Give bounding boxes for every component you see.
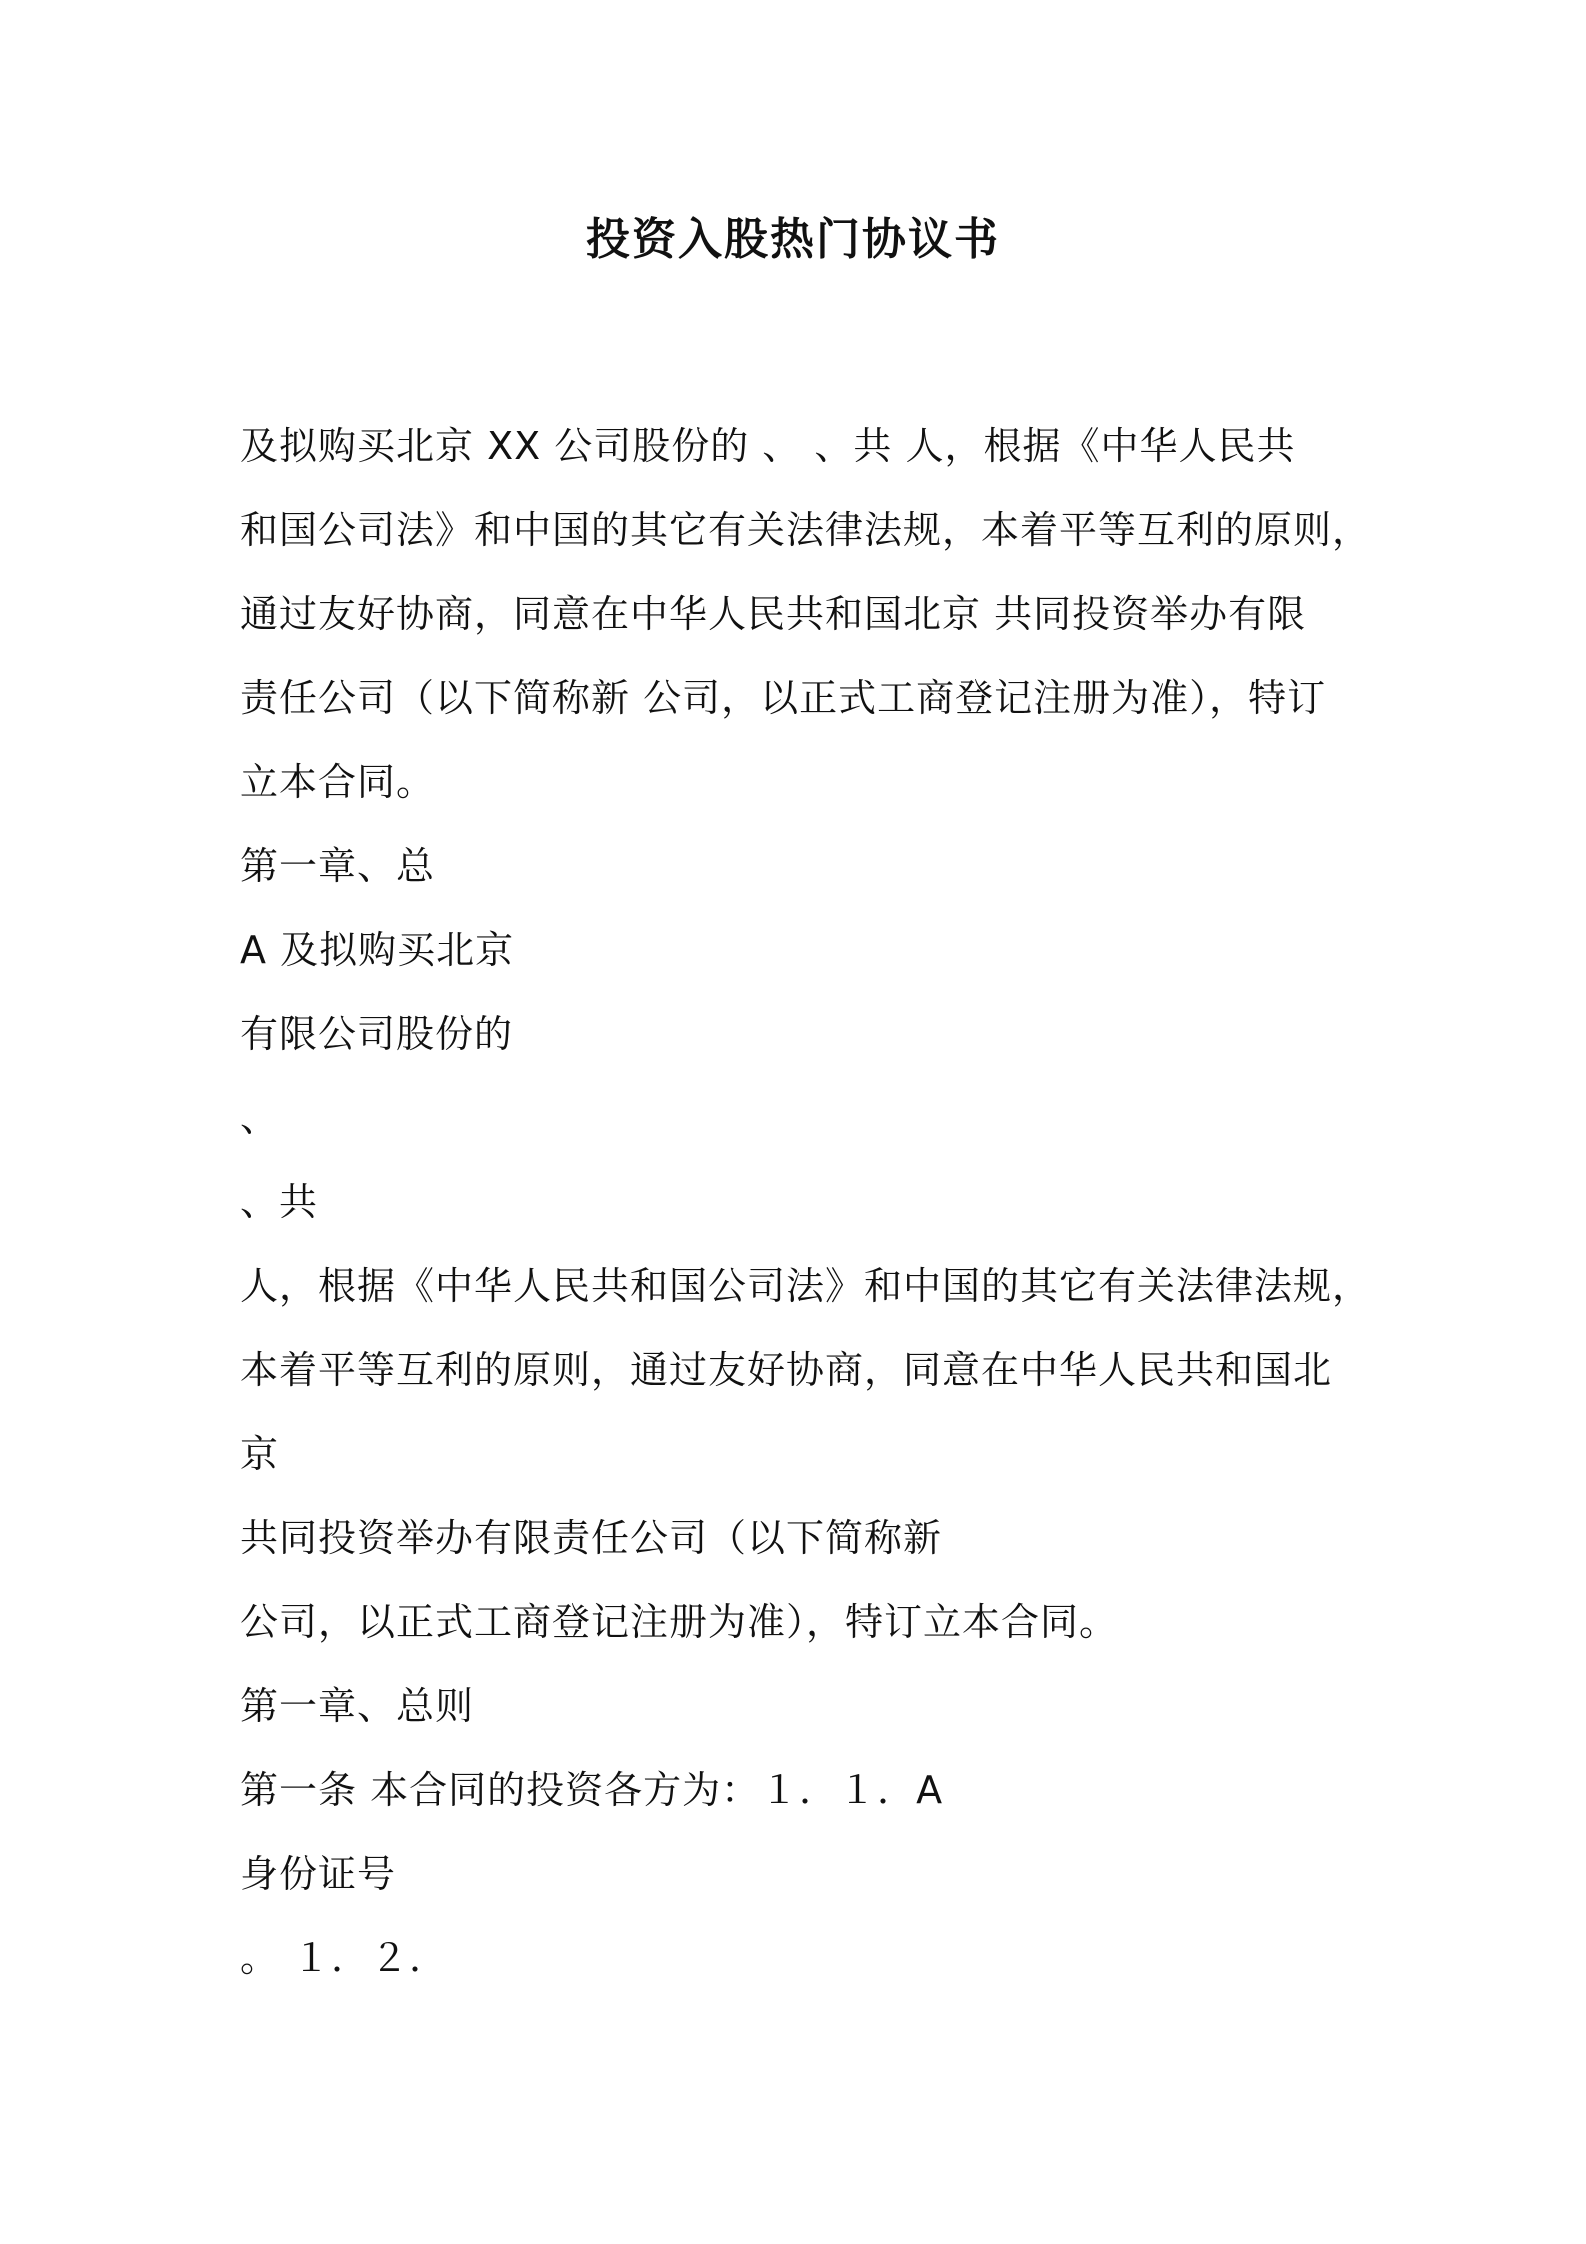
text-line: 、 — [240, 1096, 280, 1140]
document-body — [240, 404, 1372, 2000]
text-line: A 及拟购买北京 — [240, 928, 515, 972]
text-line: 通过友好协商，同意在中华人民共和国北京 共同投资举办有限 — [240, 592, 1307, 636]
text-line: 及拟购买北京 XX 公司股份的 、 、共 人，根据《中华人民共 — [240, 424, 1296, 468]
text-line: 身份证号 — [240, 1852, 397, 1896]
text-line: 责任公司（以下简称新 公司，以正式工商登记注册为准），特订 — [240, 676, 1327, 720]
text-line: 立本合同。 — [240, 760, 436, 804]
chapter-heading: 第一章、总则 — [240, 1684, 475, 1728]
text-line: 京 — [240, 1432, 280, 1476]
text-line: 和国公司法》和中国的其它有关法律法规，本着平等互利的原则， — [240, 508, 1372, 552]
text-line: 有限公司股份的 — [240, 1012, 514, 1056]
text-line: 。 １．２． — [240, 1936, 449, 1980]
document-title: 投资入股热门协议书 — [586, 214, 1000, 265]
text-line: 人，根据《中华人民共和国公司法》和中国的其它有关法律法规， — [240, 1264, 1372, 1308]
text-line: 本着平等互利的原则，通过友好协商，同意在中华人民共和国北 — [240, 1348, 1333, 1392]
text-line: 共同投资举办有限责任公司（以下简称新 — [240, 1516, 943, 1560]
article-line: 第一条 本合同的投资各方为：１．１．A — [240, 1768, 944, 1812]
chapter-heading-partial: 第一章、总 — [240, 844, 436, 888]
text-line: 、共 — [240, 1180, 319, 1224]
text-line: 公司，以正式工商登记注册为准），特订立本合同。 — [240, 1600, 1119, 1644]
